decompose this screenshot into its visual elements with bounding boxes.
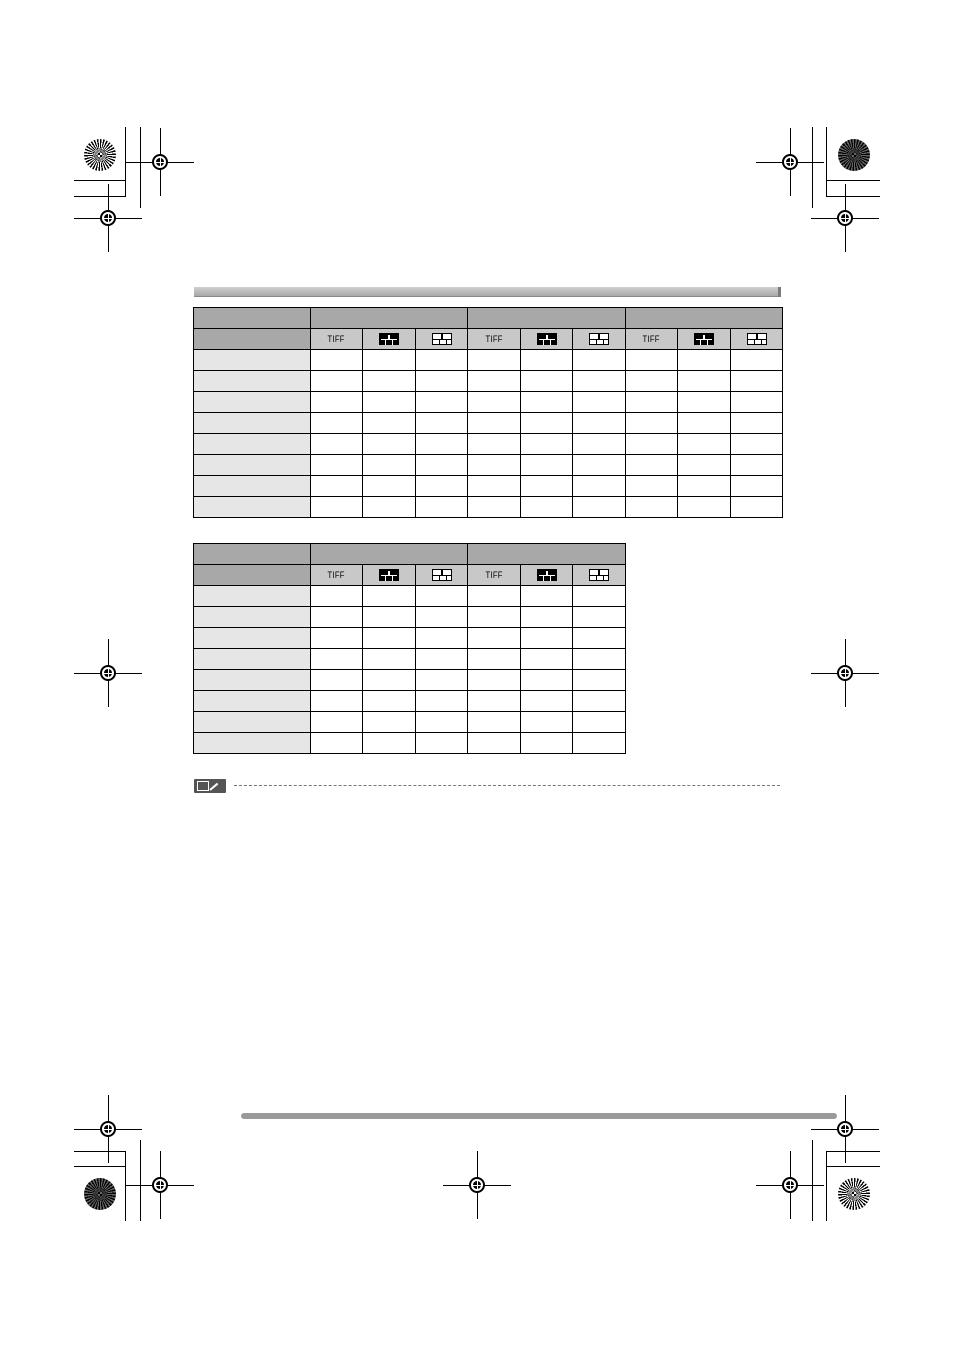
format-cell — [468, 329, 521, 350]
footer-bar — [241, 1113, 837, 1119]
table-cell — [363, 712, 416, 733]
fine-quality-icon — [379, 333, 399, 345]
table-cell — [678, 392, 731, 413]
table-cell — [573, 649, 626, 670]
format-cell — [573, 329, 626, 350]
table-cell — [468, 455, 521, 476]
table-cell — [311, 670, 363, 691]
table-cell — [311, 607, 363, 628]
table-cell — [363, 413, 416, 434]
table-row — [194, 371, 783, 392]
table-header-row — [194, 308, 783, 329]
table-cell — [468, 628, 521, 649]
star-target-icon — [838, 139, 870, 171]
table-cell — [626, 392, 678, 413]
table-cell — [521, 413, 573, 434]
table-cell — [311, 691, 363, 712]
star-target-icon — [84, 139, 116, 171]
row-label-cell — [194, 371, 311, 392]
table-cell — [731, 392, 783, 413]
table-row — [194, 413, 783, 434]
row-label-cell — [194, 497, 311, 518]
table-cell — [311, 628, 363, 649]
row-label-cell — [194, 670, 311, 691]
memo-note-icon — [194, 779, 226, 793]
table-row — [194, 497, 783, 518]
fine-quality-icon — [537, 569, 557, 581]
fine-quality-icon — [537, 333, 557, 345]
row-label-cell — [194, 350, 311, 371]
table-cell — [678, 350, 731, 371]
table-cell — [521, 392, 573, 413]
table-cell — [521, 628, 573, 649]
table-row — [194, 455, 783, 476]
format-cell — [468, 565, 521, 586]
table-cell — [731, 350, 783, 371]
table-row — [194, 350, 783, 371]
table-cell — [468, 607, 521, 628]
format-cell — [363, 329, 416, 350]
spec-table-2 — [193, 543, 626, 754]
table-cell — [573, 733, 626, 754]
table-cell — [468, 691, 521, 712]
table-cell — [311, 497, 363, 518]
table-cell — [731, 434, 783, 455]
table-cell — [521, 497, 573, 518]
table-cell — [626, 497, 678, 518]
table-cell — [416, 350, 468, 371]
spec-table-1 — [193, 307, 783, 518]
table-cell — [521, 434, 573, 455]
table-cell — [363, 607, 416, 628]
table-row — [194, 628, 626, 649]
table-cell — [311, 392, 363, 413]
table-cell — [573, 371, 626, 392]
table-cell — [573, 476, 626, 497]
format-cell — [678, 329, 731, 350]
table-cell — [416, 497, 468, 518]
row-label-cell — [194, 733, 311, 754]
table-cell — [521, 712, 573, 733]
table-cell — [468, 476, 521, 497]
table-cell — [363, 497, 416, 518]
table-cell — [311, 712, 363, 733]
table-cell — [573, 413, 626, 434]
format-cell — [416, 329, 468, 350]
table-cell — [521, 476, 573, 497]
header-cell — [194, 329, 311, 350]
format-cell — [363, 565, 416, 586]
table-cell — [468, 670, 521, 691]
table-row — [194, 649, 626, 670]
table-cell — [468, 413, 521, 434]
table-cell — [678, 476, 731, 497]
group-header-cell — [311, 544, 468, 565]
table-cell — [521, 670, 573, 691]
section-header-bar — [194, 287, 780, 297]
memo-divider — [234, 785, 780, 786]
row-label-cell — [194, 434, 311, 455]
table-cell — [416, 670, 468, 691]
format-cell — [521, 329, 573, 350]
table-cell — [468, 434, 521, 455]
format-row — [194, 565, 626, 586]
table-cell — [363, 733, 416, 754]
row-label-cell — [194, 712, 311, 733]
table-header-row — [194, 544, 626, 565]
star-target-icon — [84, 1178, 116, 1210]
header-cell — [194, 308, 311, 329]
table-cell — [311, 586, 363, 607]
table-cell — [416, 586, 468, 607]
row-label-cell — [194, 455, 311, 476]
table-cell — [311, 476, 363, 497]
table-cell — [468, 350, 521, 371]
fine-quality-icon — [694, 333, 714, 345]
format-cell — [416, 565, 468, 586]
table-cell — [626, 455, 678, 476]
table-cell — [363, 586, 416, 607]
table-cell — [416, 733, 468, 754]
tiff-label: TIFF — [485, 333, 503, 344]
table-cell — [416, 607, 468, 628]
table-cell — [731, 413, 783, 434]
group-header-cell — [468, 544, 626, 565]
table-cell — [573, 350, 626, 371]
standard-quality-icon — [432, 333, 452, 345]
format-cell — [626, 329, 678, 350]
table-cell — [468, 497, 521, 518]
standard-quality-icon — [589, 333, 609, 345]
standard-quality-icon — [747, 333, 767, 345]
row-label-cell — [194, 476, 311, 497]
table-cell — [363, 691, 416, 712]
format-row — [194, 329, 783, 350]
row-label-cell — [194, 413, 311, 434]
table-cell — [731, 476, 783, 497]
header-cell — [194, 565, 311, 586]
row-label-cell — [194, 607, 311, 628]
table-row — [194, 586, 626, 607]
table-cell — [363, 476, 416, 497]
table-cell — [573, 455, 626, 476]
table-cell — [416, 691, 468, 712]
group-header-cell — [311, 308, 468, 329]
table-cell — [311, 371, 363, 392]
table-cell — [678, 455, 731, 476]
row-label-cell — [194, 392, 311, 413]
star-target-icon — [838, 1178, 870, 1210]
table-cell — [311, 649, 363, 670]
table-cell — [363, 670, 416, 691]
table-cell — [363, 434, 416, 455]
table-cell — [573, 670, 626, 691]
table-cell — [468, 392, 521, 413]
table-cell — [731, 371, 783, 392]
table-cell — [363, 392, 416, 413]
group-header-cell — [626, 308, 783, 329]
table-cell — [468, 586, 521, 607]
table-cell — [416, 413, 468, 434]
table-row — [194, 434, 783, 455]
table-cell — [468, 371, 521, 392]
table-cell — [573, 392, 626, 413]
row-label-cell — [194, 628, 311, 649]
table-cell — [731, 455, 783, 476]
table-cell — [678, 434, 731, 455]
table-row — [194, 670, 626, 691]
table-cell — [731, 497, 783, 518]
format-cell — [731, 329, 783, 350]
row-label-cell — [194, 586, 311, 607]
table-cell — [678, 413, 731, 434]
table-row — [194, 392, 783, 413]
table-cell — [678, 497, 731, 518]
table-cell — [521, 649, 573, 670]
table-cell — [573, 628, 626, 649]
table-cell — [416, 392, 468, 413]
table-cell — [311, 350, 363, 371]
table-cell — [363, 455, 416, 476]
table-cell — [678, 371, 731, 392]
table-cell — [626, 371, 678, 392]
table-cell — [311, 455, 363, 476]
format-cell — [573, 565, 626, 586]
table-cell — [468, 649, 521, 670]
tiff-label: TIFF — [327, 569, 346, 580]
table-row — [194, 733, 626, 754]
table-row — [194, 476, 783, 497]
format-cell — [311, 565, 363, 586]
table-cell — [416, 712, 468, 733]
standard-quality-icon — [432, 569, 452, 581]
table-cell — [521, 371, 573, 392]
row-label-cell — [194, 691, 311, 712]
row-label-cell — [194, 649, 311, 670]
table-cell — [573, 586, 626, 607]
table-cell — [416, 455, 468, 476]
table-cell — [363, 649, 416, 670]
table-cell — [363, 350, 416, 371]
table-cell — [573, 712, 626, 733]
table-row — [194, 712, 626, 733]
table-cell — [573, 434, 626, 455]
table-cell — [311, 434, 363, 455]
table-cell — [363, 628, 416, 649]
table-cell — [521, 607, 573, 628]
tiff-label: TIFF — [327, 333, 346, 344]
table-cell — [521, 691, 573, 712]
group-header-cell — [468, 308, 626, 329]
tiff-label: TIFF — [642, 333, 661, 344]
table-cell — [626, 350, 678, 371]
table-cell — [416, 434, 468, 455]
table-cell — [573, 607, 626, 628]
table-cell — [363, 371, 416, 392]
table-cell — [521, 586, 573, 607]
fine-quality-icon — [379, 569, 399, 581]
header-cell — [194, 544, 311, 565]
table-cell — [626, 476, 678, 497]
table-cell — [573, 691, 626, 712]
table-cell — [626, 413, 678, 434]
standard-quality-icon — [589, 569, 609, 581]
tiff-label: TIFF — [485, 569, 503, 580]
table-cell — [311, 413, 363, 434]
table-cell — [521, 733, 573, 754]
table-cell — [416, 628, 468, 649]
table-cell — [626, 434, 678, 455]
table-cell — [521, 455, 573, 476]
table-cell — [468, 712, 521, 733]
table-row — [194, 607, 626, 628]
table-row — [194, 691, 626, 712]
format-cell — [311, 329, 363, 350]
table-cell — [311, 733, 363, 754]
table-cell — [573, 497, 626, 518]
table-cell — [416, 476, 468, 497]
table-cell — [468, 733, 521, 754]
table-cell — [416, 649, 468, 670]
table-cell — [521, 350, 573, 371]
table-cell — [416, 371, 468, 392]
format-cell — [521, 565, 573, 586]
